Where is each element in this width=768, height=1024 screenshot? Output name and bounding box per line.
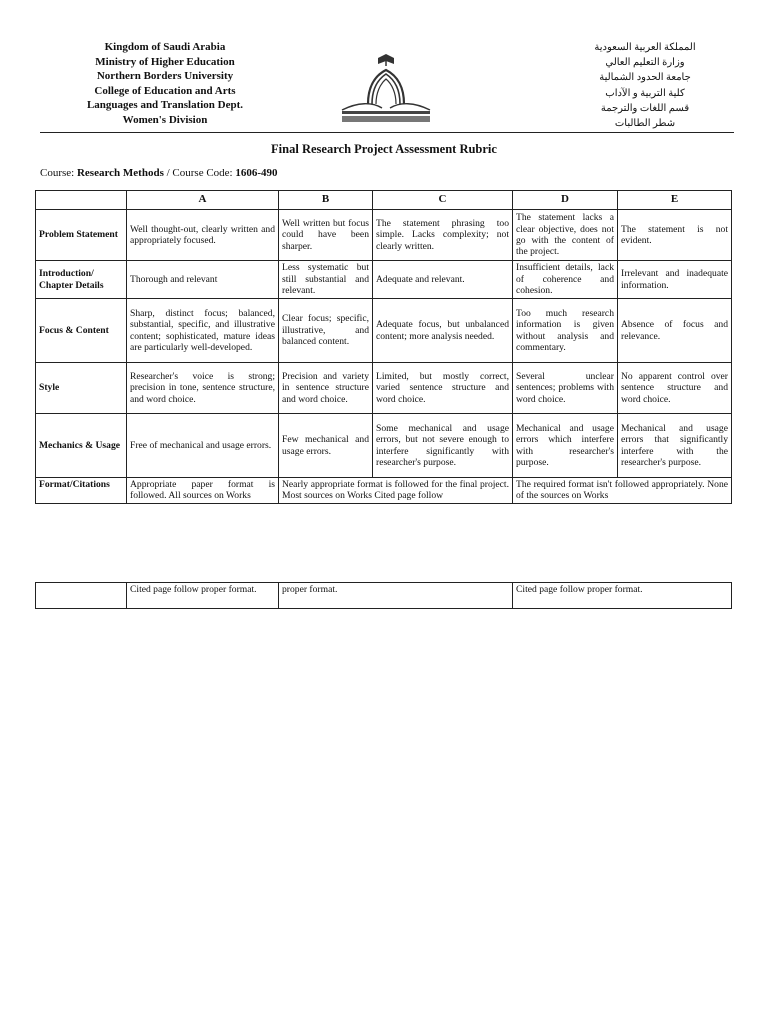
letterhead-line: College of Education and Arts [94, 84, 236, 97]
letterhead-english [40, 40, 290, 127]
table-cell: Clear focus; specific, illustrative, and balanced content. [279, 299, 373, 363]
row-label: Focus & Content [36, 299, 127, 363]
header-divider [40, 132, 734, 133]
row-label: Style [36, 363, 127, 414]
table-cell: Insufficient details, lack of coherence and cohesion. [513, 261, 618, 299]
column-header-d: D [513, 191, 618, 210]
table-row [36, 363, 732, 414]
letterhead-line: جامعة الحدود الشمالية [599, 72, 691, 84]
table-row [36, 261, 732, 299]
letterhead [0, 0, 768, 132]
table-cell: Well thought-out, clearly written and appropriately focused. [127, 210, 279, 261]
row-label: Problem Statement [36, 210, 127, 261]
table-cell: The required format isn't followed appropriately. None of the sources on Works [513, 478, 732, 504]
table-cell: Nearly appropriate format is followed for the final project. Most sources on Works Cited page follow [279, 478, 513, 504]
table-cell: Some mechanical and usage errors, but not severe enough to interfere significantly with researcher's purpose. [373, 414, 513, 478]
row-label: Introduction/ Chapter Details [36, 261, 127, 299]
table-cell: The statement phrasing too simple. Lacks complexity; not clearly written. [373, 210, 513, 261]
table-cell: Several unclear sentences; problems with word choice. [513, 363, 618, 414]
table-cell: Researcher's voice is strong; precision in tone, sentence structure, and word choice. [127, 363, 279, 414]
table-cell: Too much research information is given without analysis and commentary. [513, 299, 618, 363]
table-row [36, 414, 732, 478]
table-row [36, 210, 732, 261]
table-row [36, 478, 732, 504]
letterhead-line: شطر الطالبات [614, 118, 676, 130]
table-cell: Appropriate paper format is followed. All sources on Works [127, 478, 279, 504]
column-header-e: E [618, 191, 732, 210]
letterhead-line: Kingdom of Saudi Arabia [104, 41, 226, 53]
table-cell: Mechanical and usage errors that significantly interfere with the researcher's purpose. [618, 414, 732, 478]
letterhead-line: المملكة العربية السعودية [594, 42, 696, 53]
rubric-table [35, 190, 732, 504]
letterhead-line: Languages and Translation Dept. [86, 99, 244, 111]
table-cell: Irrelevant and inadequate information. [618, 261, 732, 299]
table-cell: Cited page follow proper format. [127, 583, 279, 609]
course-label: Course: [40, 167, 77, 179]
letterhead-arabic [560, 40, 730, 131]
table-cell: Sharp, distinct focus; balanced, substantial, specific, and illustrative content; sophisticated, mature ideas are particularly well-developed. [127, 299, 279, 363]
university-logo [338, 52, 434, 124]
table-cell: The statement is not evident. [618, 210, 732, 261]
table-cell: The statement lacks a clear objective, does not go with the content of the project. [513, 210, 618, 261]
table-header-row [36, 191, 732, 210]
column-header-a: A [127, 191, 279, 210]
table-cell: Absence of focus and relevance. [618, 299, 732, 363]
table-cell: Few mechanical and usage errors. [279, 414, 373, 478]
table-cell: proper format. [279, 583, 513, 609]
table-cell: Mechanical and usage errors which interfere with researcher's purpose. [513, 414, 618, 478]
table-cell: Adequate focus, but unbalanced content; more analysis needed. [373, 299, 513, 363]
row-label: Mechanics & Usage [36, 414, 127, 478]
column-header-c: C [373, 191, 513, 210]
table-cell: Limited, but mostly correct, varied sentence structure and word choice. [373, 363, 513, 414]
table-cell: Free of mechanical and usage errors. [127, 414, 279, 478]
letterhead-line: وزارة التعليم العالي [605, 57, 685, 69]
letterhead-line: Northern Borders University [96, 70, 234, 82]
table-cell: No apparent control over sentence structure and word choice. [618, 363, 732, 414]
table-row [36, 299, 732, 363]
column-header [36, 191, 127, 210]
course-code: 1606-490 [235, 167, 278, 179]
course-line [40, 167, 278, 179]
course-code-label: / Course Code: [163, 167, 236, 179]
rubric-table-continued [35, 582, 732, 609]
letterhead-line: قسم اللغات والترجمة [600, 102, 690, 114]
letterhead-line: Women's Division [122, 113, 208, 126]
table-cell: Adequate and relevant. [373, 261, 513, 299]
row-label [36, 583, 127, 609]
course-name: Research Methods [76, 167, 164, 179]
column-header-b: B [279, 191, 373, 210]
table-cell: Thorough and relevant [127, 261, 279, 299]
table-cell: Precision and variety in sentence structure and word choice. [279, 363, 373, 414]
row-label: Format/Citations [36, 478, 127, 504]
letterhead-line: Ministry of Higher Education [95, 55, 235, 68]
table-cell: Cited page follow proper format. [513, 583, 732, 609]
table-cell: Less systematic but still substantial and relevant. [279, 261, 373, 299]
table-row [36, 583, 732, 609]
table-cell: Well written but focus could have been sharper. [279, 210, 373, 261]
page-title: Final Research Project Assessment Rubric [271, 142, 497, 156]
letterhead-line: كلية التربية و الآداب [605, 87, 685, 99]
